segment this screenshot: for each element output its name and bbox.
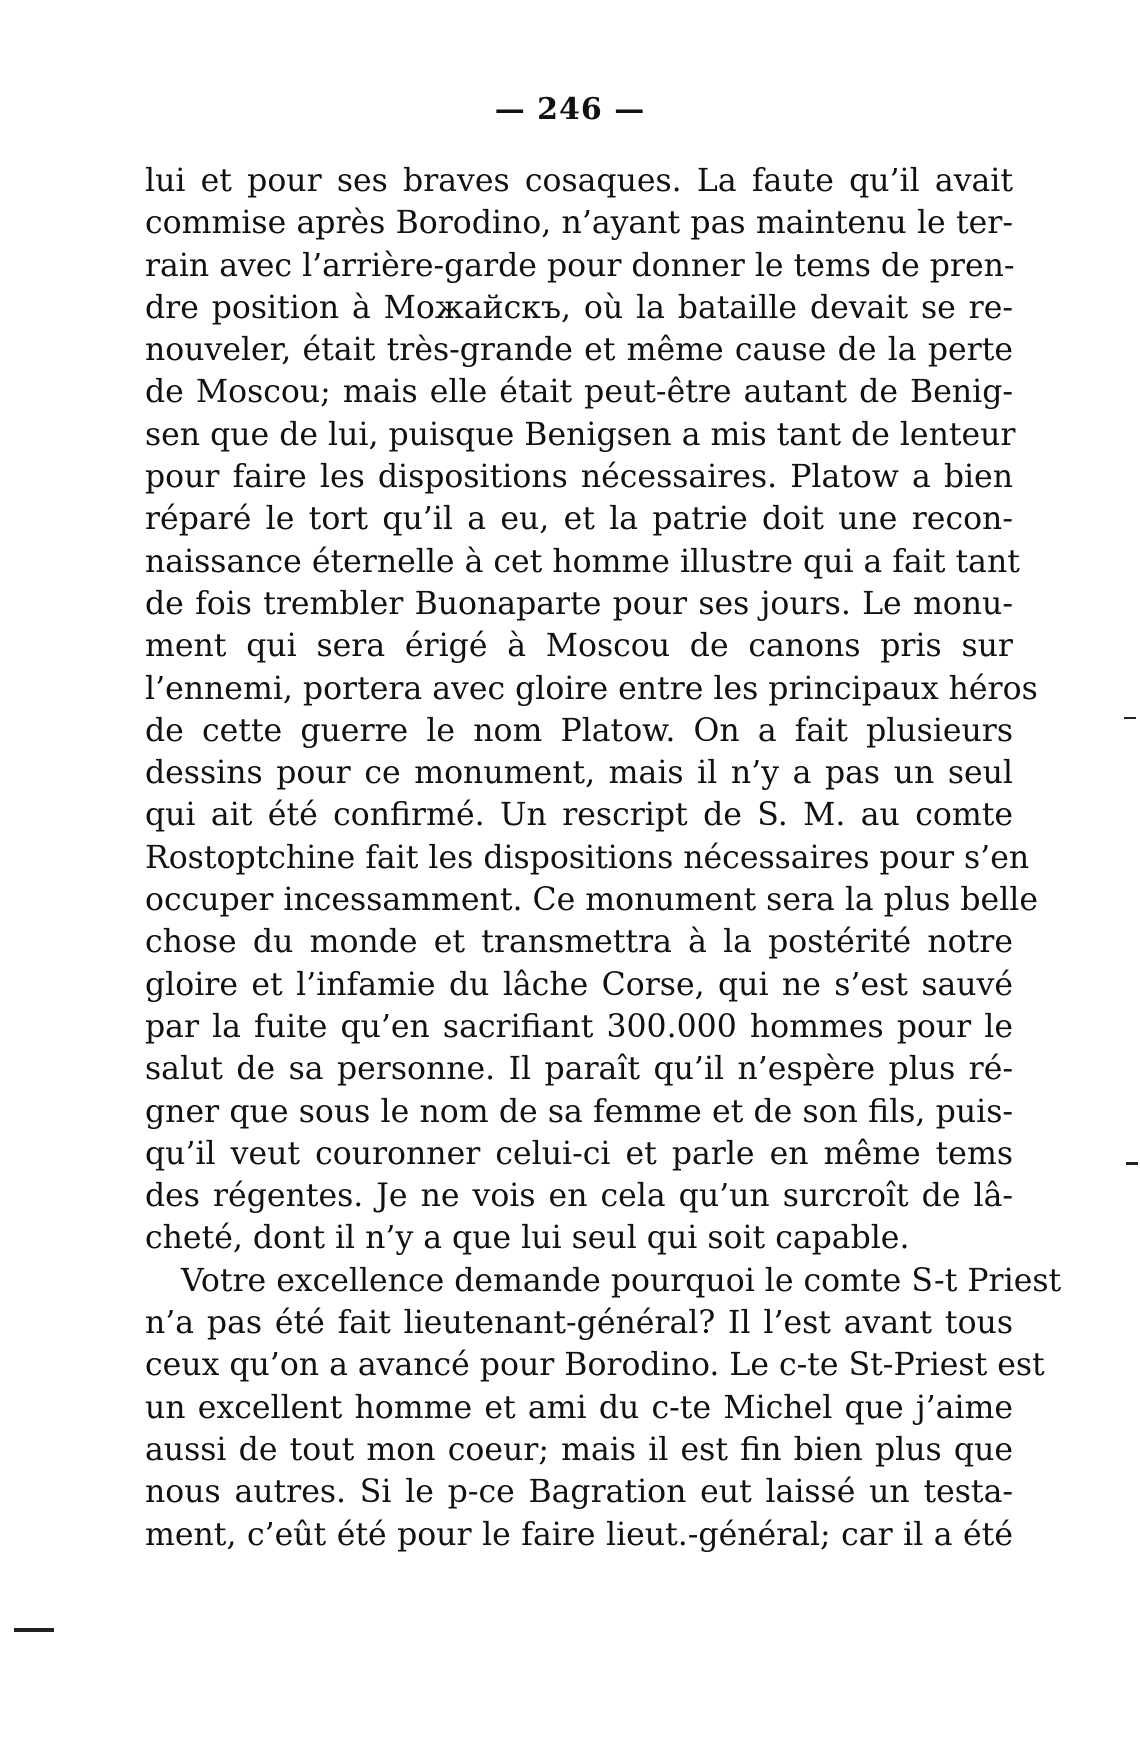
text-line: occuper incessamment. Ce monument sera la plus belle	[145, 882, 1038, 919]
text-line: ment qui sera érigé à Moscou de canons pris sur	[145, 628, 1013, 665]
text-line: par la fuite qu’en sacrifiant 300.000 hommes pour le	[145, 1008, 1013, 1045]
text-line: sen que de lui, puisque Benigsen a mis tant de lenteur	[145, 416, 1016, 453]
text-line: de fois trembler Buonaparte pour ses jours. Le monu-	[145, 585, 1013, 622]
margin-mark	[1124, 717, 1136, 719]
page-number: — 246 —	[494, 92, 646, 127]
margin-mark	[14, 1628, 54, 1632]
text-line: naissance éternelle à cet homme illustre qui a fait tant	[145, 543, 1020, 580]
text-line: salut de sa personne. Il paraît qu’il n’espère plus ré-	[145, 1051, 1013, 1088]
text-line: pour faire les dispositions nécessaires. Platow a bien	[145, 459, 1013, 496]
text-line: n’a pas été fait lieutenant-général? Il l’est avant tous	[145, 1305, 1013, 1342]
text-line: des régentes. Je ne vois en cela qu’un surcroît de lâ-	[145, 1178, 1013, 1215]
text-line: qu’il veut couronner celui-ci et parle en même tems	[145, 1135, 1013, 1172]
text-line: l’ennemi, portera avec gloire entre les principaux héros	[145, 670, 1038, 707]
paragraph-end-line: cheté, dont il n’y a que lui seul qui soit capable.	[145, 1220, 910, 1257]
margin-mark	[1126, 1162, 1138, 1165]
text-line: dre position à Можайскъ, où la bataille devait se re-	[145, 289, 1013, 326]
text-line: qui ait été confirmé. Un rescript de S. M. au comte	[145, 797, 1013, 834]
text-line: chose du monde et transmettra à la postérité notre	[145, 924, 1013, 961]
text-line: réparé le tort qu’il a eu, et la patrie doit une recon-	[145, 501, 1013, 538]
text-line: de cette guerre le nom Platow. On a fait plusieurs	[145, 712, 1013, 749]
text-line: gner que sous le nom de sa femme et de son fils, puis-	[145, 1093, 1013, 1130]
body-text	[145, 160, 1062, 1556]
text-line: de Moscou; mais elle était peut-être autant de Benig-	[145, 374, 1013, 411]
text-line: aussi de tout mon coeur; mais il est fin bien plus que	[145, 1431, 1013, 1468]
text-line: nouveler, était très-grande et même cause de la perte	[145, 332, 1013, 369]
text-line: gloire et l’infamie du lâche Corse, qui ne s’est sauvé	[145, 966, 1013, 1003]
text-line: un excellent homme et ami du c-te Michel que j’aime	[145, 1389, 1013, 1426]
text-line: ment, c’eût été pour le faire lieut.-général; car il a été	[145, 1516, 1013, 1553]
paragraph-start-line: Votre excellence demande pourquoi le comte S-t Priest	[181, 1262, 1062, 1299]
text-line: nous autres. Si le p-ce Bagration eut laissé un testa-	[145, 1474, 1013, 1511]
text-line: Rostoptchine fait les dispositions nécessaires pour s’en	[145, 839, 1030, 876]
text-line: rain avec l’arrière-garde pour donner le tems de pren-	[145, 247, 1015, 284]
text-line: ceux qu’on a avancé pour Borodino. Le c-te St-Priest est	[145, 1347, 1045, 1384]
text-line: dessins pour ce monument, mais il n’y a pas un seul	[145, 755, 1013, 792]
text-line: lui et pour ses braves cosaques. La faute qu’il avait	[145, 163, 1013, 199]
text-line: commise après Borodino, n’ayant pas maintenu le ter-	[145, 205, 1013, 242]
